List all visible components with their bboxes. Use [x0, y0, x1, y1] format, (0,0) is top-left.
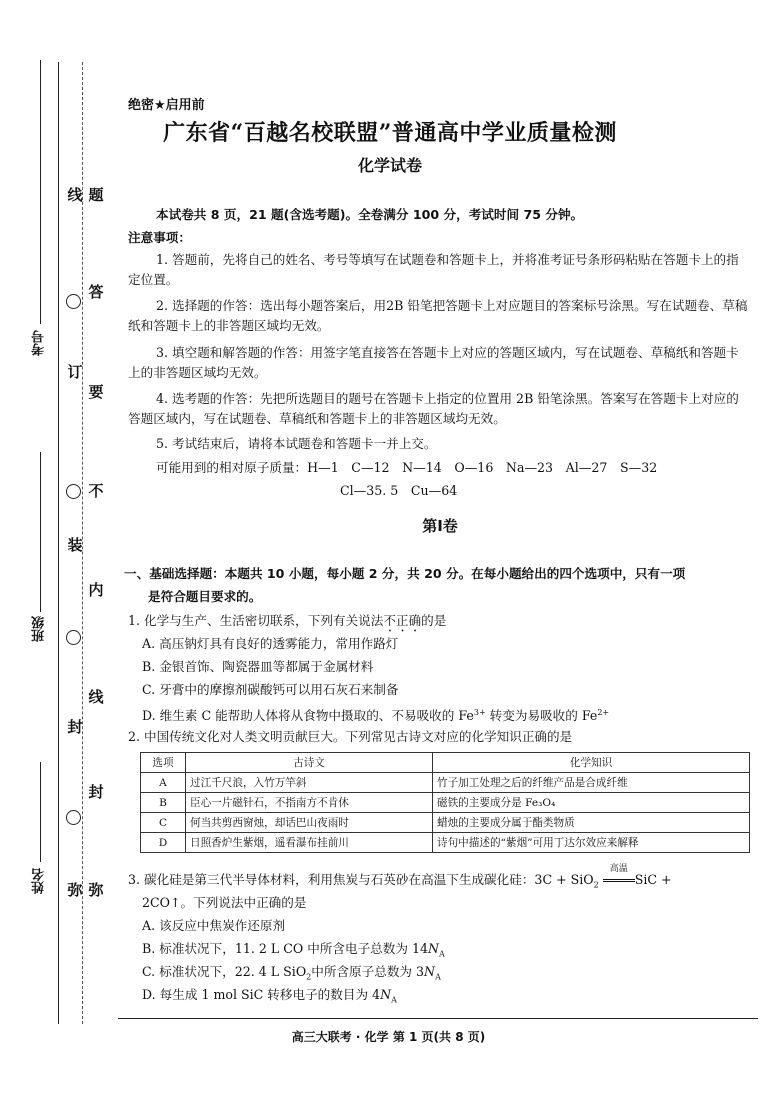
class-field[interactable] [40, 452, 41, 612]
binding-char: 不 [88, 482, 104, 500]
table-cell: A [141, 773, 186, 793]
binding-circle [66, 630, 81, 645]
binding-char: 线 [88, 688, 104, 706]
secret-mark: 绝密★启用前 [128, 98, 205, 113]
question-3-option-a: A. 该反应中焦炭作还原剂 [142, 918, 286, 933]
table-row [141, 773, 750, 793]
class-label: 班级 [32, 616, 47, 642]
table-cell: 日照香炉生紫烟，遥看瀑布挂前川 [186, 833, 433, 853]
section-title: 第Ⅰ卷 [422, 517, 458, 535]
table-cell: 诗句中描述的“紫烟”可用丁达尔效应来解释 [433, 833, 750, 853]
table-cell: D [141, 833, 186, 853]
question-1-option-b: B. 金银首饰、陶瓷器皿等都属于金属材料 [142, 659, 374, 674]
binding-char: 装 [67, 536, 83, 554]
binding-char: 弥 [67, 881, 83, 899]
table-cell: 过江千尺浪，入竹万竿斜 [186, 773, 433, 793]
question-1-option-a: A. 高压钠灯具有良好的透雾能力，常用作路灯 [142, 636, 399, 651]
atomic-mass-line: Cl—35. 5 Cu—64 [340, 483, 458, 498]
binding-char: 题 [88, 186, 104, 204]
table-cell: C [141, 813, 186, 833]
table-header: 选项 [141, 753, 186, 773]
binding-char: 弥 [88, 881, 104, 899]
exam-subtitle: 化学试卷 [357, 156, 422, 175]
notice-item: 1. 答题前，先将自己的姓名、考号等填写在试题卷和答题卡上，并将准考证号条形码粘贴在答题卡上的指定位置。 [128, 252, 739, 287]
table-cell: 臣心一片磁针石，不指南方不肯休 [186, 793, 433, 813]
table-header: 古诗文 [186, 753, 433, 773]
part1-heading-cont: 是符合题目要求的。 [148, 589, 262, 604]
binding-char: 要 [88, 383, 104, 401]
binding-char: 封 [67, 718, 83, 736]
name-field[interactable] [40, 762, 41, 862]
exam-number-label: 考号 [32, 330, 47, 356]
binding-char: 内 [88, 581, 104, 599]
question-3-option-d: D. 每生成 1 mol SiC 转移电子的数目为 $4N_A$ [142, 987, 397, 1005]
binding-circle [66, 810, 81, 825]
question-2-table [140, 752, 750, 853]
name-label: 姓名 [32, 868, 47, 894]
table-cell: 蜡烛的主要成分属于酯类物质 [433, 813, 750, 833]
atomic-mass-line: 可能用到的相对原子质量：H—1 C—12 N—14 O—16 Na—23 Al—27 S—32 [156, 460, 658, 475]
part1-heading: 一、基础选择题：本题共 10 小题，每小题 2 分，共 20 分。在每小题给出的四个选项中，只有一项 [124, 566, 686, 581]
notice-item: 2. 选择题的作答：选出每小题答案后，用2B 铅笔把答题卡上对应题目的答案标号涂黑。写在试题卷、草稿纸和答题卡上的非答题区域均无效。 [128, 298, 748, 333]
binding-char: 线 [67, 186, 83, 204]
table-cell: B [141, 793, 186, 813]
notice-item: 4. 选考题的作答：先把所选题目的题号在答题卡上指定的位置用 2B 铅笔涂黑。答案写在答题卡上对应的答题区域内，写在试题卷、草稿纸和答题卡上的非答题区域均无效。 [128, 391, 739, 426]
question-3-option-c: C. 标准状况下，22. 4 L SiO$_2$中所含原子总数为 $3N_A$ [142, 964, 441, 982]
table-cell: 何当共剪西窗烛，却话巴山夜雨时 [186, 813, 433, 833]
exam-number-field[interactable] [40, 60, 41, 324]
binding-char: 订 [67, 363, 83, 381]
intro-text: 本试卷共 8 页，21 题(含选考题)。全卷满分 100 分，考试时间 75 分钟。 [156, 207, 584, 222]
table-cell: 竹子加工处理之后的纤维产品是合成纤维 [433, 773, 750, 793]
table-row [141, 813, 750, 833]
question-1-option-d: D. 维生素 C 能帮助人体将从食物中摄取的、不易吸收的 $Fe^{3+}$ 转变为易吸收的 $Fe^{2+}$ [142, 708, 610, 724]
table-row [141, 793, 750, 813]
question-3-stem: 3. 碳化硅是第三代半导体材料，利用焦炭与石英砂在高温下生成碳化硅：3C + SiO$_2$ 高温 SiC + [128, 864, 672, 890]
notice-heading: 注意事项： [128, 230, 191, 245]
notice-item: 3. 填空题和解答题的作答：用签字笔直接答在答题卡上对应的答题区域内，写在试题卷、草稿纸和答题卡上的非答题区域均无效。 [128, 345, 739, 380]
table-header-row [141, 753, 750, 773]
question-1-stem: 1. 化学与生产、生活密切联系，下列有关说法不正确的是 [128, 613, 447, 628]
binding-circle [66, 294, 81, 309]
exam-title: 广东省“百越名校联盟”普通高中学业质量检测 [163, 120, 617, 146]
page-footer: 高三大联考 · 化学 第 1 页(共 8 页) [291, 1030, 486, 1044]
question-1-option-c: C. 牙膏中的摩擦剂碳酸钙可以用石灰石来制备 [142, 682, 399, 697]
binding-char: 封 [88, 783, 104, 801]
table-header: 化学知识 [433, 753, 750, 773]
table-row [141, 833, 750, 853]
binding-solid-line [58, 62, 59, 1024]
reaction-arrow: 高温 [603, 872, 635, 888]
table-cell: 磁铁的主要成分是 Fe₃O₄ [433, 793, 750, 813]
question-3-option-b: B. 标准状况下，11. 2 L CO 中所含电子总数为 $14N_A$ [142, 941, 445, 959]
binding-char: 答 [88, 283, 104, 301]
question-2-stem: 2. 中国传统文化对人类文明贡献巨大。下列常见古诗文对应的化学知识正确的是 [128, 729, 573, 744]
binding-circle [66, 484, 81, 499]
notice-item: 5. 考试结束后，请将本试题卷和答题卡一并上交。 [156, 436, 437, 451]
question-3-stem-cont: 2CO↑。下列说法中正确的是 [142, 895, 307, 910]
footer-rule [118, 1018, 758, 1019]
